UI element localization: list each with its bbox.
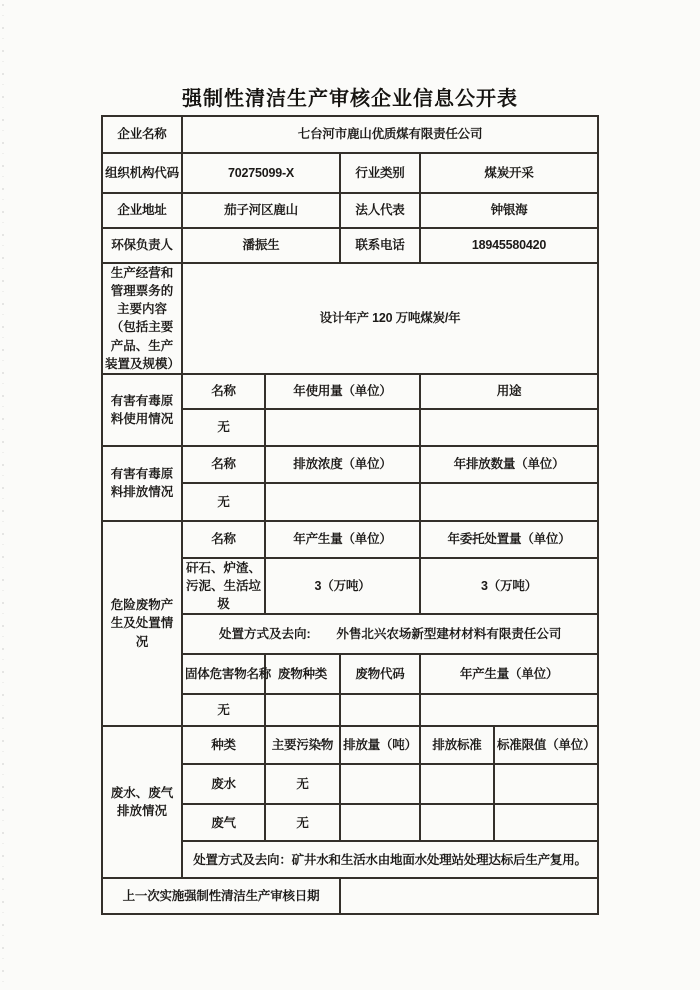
disposal-method-label: 处置方式及去向: <box>219 627 311 642</box>
wastegas-limit-cell <box>494 804 598 841</box>
column-header-solid-waste-name: 固体危害物名称 <box>182 654 265 694</box>
column-header-name: 名称 <box>182 521 265 558</box>
org-code-label: 组织机构代码 <box>102 153 182 193</box>
wastegas-pollutant-cell: 无 <box>265 804 340 841</box>
disposal-method-value: 外售北兴农场新型建材材料有限责任公司 <box>336 627 562 642</box>
column-header-annual-discharge: 年排放数量（单位） <box>420 446 598 483</box>
wastewater-gas-section-label: 废水、废气排放情况 <box>102 726 182 878</box>
wastewater-pollutant-cell: 无 <box>265 764 340 804</box>
column-header-waste-type: 废物种类 <box>265 654 340 694</box>
hazardous-waste-section-label: 危险废物产生及处置情况 <box>102 521 182 726</box>
toxic-use-purpose-cell <box>420 409 598 446</box>
column-header-entrusted-disposal: 年委托处置量（单位） <box>420 521 598 558</box>
page-title: 强制性清洁生产审核企业信息公开表 <box>182 88 518 110</box>
address-value: 茄子河区鹿山 <box>182 193 340 228</box>
toxic-use-name-cell: 无 <box>182 409 265 446</box>
wastegas-standard-cell <box>420 804 494 841</box>
wastewater-standard-cell <box>420 764 494 804</box>
table-row <box>102 446 598 483</box>
column-header-annual-output: 年产生量（单位） <box>420 654 598 694</box>
address-label: 企业地址 <box>102 193 182 228</box>
solid-waste-code-cell <box>340 694 420 726</box>
last-audit-date-label: 上一次实施强制性清洁生产审核日期 <box>102 878 340 914</box>
table-row <box>102 228 598 263</box>
column-header-type: 种类 <box>182 726 265 764</box>
wastegas-type-cell: 废气 <box>182 804 265 841</box>
wastewater-disposal-row <box>182 841 598 878</box>
industry-label: 行业类别 <box>340 153 420 193</box>
toxic-use-section-label: 有害有毒原料使用情况 <box>102 374 182 446</box>
toxic-discharge-section-label: 有害有毒原料排放情况 <box>102 446 182 521</box>
solid-waste-type-cell <box>265 694 340 726</box>
column-header-main-pollutant: 主要污染物 <box>265 726 340 764</box>
column-header-discharge-standard: 排放标准 <box>420 726 494 764</box>
business-scope-value: 设计年产 120 万吨煤炭/年 <box>182 263 598 374</box>
enterprise-info-table <box>101 115 599 915</box>
phone-value: 18945580420 <box>420 228 598 263</box>
table-row <box>102 521 598 558</box>
phone-label: 联系电话 <box>340 228 420 263</box>
column-header-discharge-amount: 排放量（吨） <box>340 726 420 764</box>
column-header-name: 名称 <box>182 374 265 409</box>
column-header-waste-code: 废物代码 <box>340 654 420 694</box>
column-header-standard-limit: 标准限值（单位） <box>494 726 598 764</box>
hazardous-waste-disposal-row <box>182 614 598 654</box>
column-header-annual-use: 年使用量（单位） <box>265 374 420 409</box>
wastegas-amount-cell <box>340 804 420 841</box>
table-row <box>102 263 598 374</box>
table-row <box>102 193 598 228</box>
scan-artifact-specks <box>2 4 4 984</box>
table-row <box>102 116 598 153</box>
company-name-value: 七台河市鹿山优质煤有限责任公司 <box>182 116 598 153</box>
wastewater-type-cell: 废水 <box>182 764 265 804</box>
hazardous-waste-output-cell: 3（万吨） <box>265 558 420 614</box>
wastewater-limit-cell <box>494 764 598 804</box>
toxic-discharge-name-cell: 无 <box>182 483 265 521</box>
env-officer-value: 潘振生 <box>182 228 340 263</box>
industry-value: 煤炭开采 <box>420 153 598 193</box>
hazardous-waste-disposal-cell: 3（万吨） <box>420 558 598 614</box>
column-header-annual-output: 年产生量（单位） <box>265 521 420 558</box>
table-row <box>102 374 598 409</box>
column-header-concentration: 排放浓度（单位） <box>265 446 420 483</box>
hazardous-waste-name-cell: 矸石、炉渣、污泥、生活垃圾 <box>182 558 265 614</box>
column-header-purpose: 用途 <box>420 374 598 409</box>
toxic-use-amount-cell <box>265 409 420 446</box>
table-row <box>102 878 598 914</box>
table-row <box>102 153 598 193</box>
legal-rep-value: 钟银海 <box>420 193 598 228</box>
solid-waste-name-cell: 无 <box>182 694 265 726</box>
toxic-discharge-concentration-cell <box>265 483 420 521</box>
org-code-value: 70275099-X <box>182 153 340 193</box>
table-row <box>102 726 598 764</box>
disposal-method-value: 矿井水和生活水由地面水处理站处理达标后生产复用。 <box>291 852 587 867</box>
business-scope-label: 生产经营和管理票务的主要内容（包括主要产品、生产装置及规模） <box>102 263 182 374</box>
legal-rep-label: 法人代表 <box>340 193 420 228</box>
disposal-method-label: 处置方式及去向： <box>193 852 292 867</box>
toxic-discharge-amount-cell <box>420 483 598 521</box>
solid-waste-output-cell <box>420 694 598 726</box>
company-name-label: 企业名称 <box>102 116 182 153</box>
wastewater-amount-cell <box>340 764 420 804</box>
column-header-name: 名称 <box>182 446 265 483</box>
last-audit-date-value <box>340 878 598 914</box>
env-officer-label: 环保负责人 <box>102 228 182 263</box>
